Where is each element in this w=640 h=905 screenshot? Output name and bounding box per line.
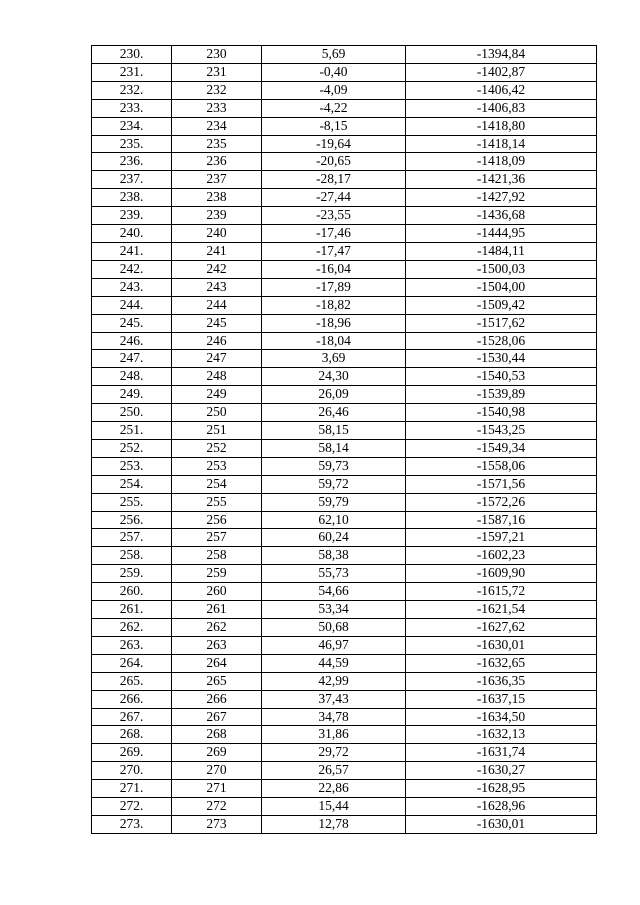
row-number-cell: 263.: [92, 636, 172, 654]
table-row: [92, 619, 597, 637]
y-value-cell: -1509,42: [406, 296, 597, 314]
row-number-cell: 247.: [92, 350, 172, 368]
y-value-cell: -1637,15: [406, 690, 597, 708]
point-id-cell: 270: [172, 762, 262, 780]
table-row: [92, 225, 597, 243]
table-row: [92, 726, 597, 744]
row-number-cell: 258.: [92, 547, 172, 565]
point-id-cell: 250: [172, 404, 262, 422]
y-value-cell: -1549,34: [406, 439, 597, 457]
table-row: [92, 314, 597, 332]
x-value-cell: -23,55: [262, 207, 406, 225]
x-value-cell: 58,14: [262, 439, 406, 457]
y-value-cell: -1500,03: [406, 260, 597, 278]
point-id-cell: 262: [172, 619, 262, 637]
point-id-cell: 237: [172, 171, 262, 189]
table-row: [92, 368, 597, 386]
point-id-cell: 233: [172, 99, 262, 117]
row-number-cell: 245.: [92, 314, 172, 332]
table-row: [92, 493, 597, 511]
table-row: [92, 529, 597, 547]
y-value-cell: -1543,25: [406, 422, 597, 440]
x-value-cell: -18,04: [262, 332, 406, 350]
row-number-cell: 241.: [92, 242, 172, 260]
row-number-cell: 243.: [92, 278, 172, 296]
x-value-cell: 59,73: [262, 457, 406, 475]
table-row: [92, 672, 597, 690]
y-value-cell: -1602,23: [406, 547, 597, 565]
y-value-cell: -1436,68: [406, 207, 597, 225]
x-value-cell: 53,34: [262, 601, 406, 619]
x-value-cell: 42,99: [262, 672, 406, 690]
row-number-cell: 230.: [92, 46, 172, 64]
y-value-cell: -1540,53: [406, 368, 597, 386]
point-id-cell: 257: [172, 529, 262, 547]
row-number-cell: 244.: [92, 296, 172, 314]
y-value-cell: -1402,87: [406, 63, 597, 81]
table-row: [92, 654, 597, 672]
y-value-cell: -1571,56: [406, 475, 597, 493]
x-value-cell: 22,86: [262, 780, 406, 798]
x-value-cell: 15,44: [262, 798, 406, 816]
point-id-cell: 256: [172, 511, 262, 529]
row-number-cell: 262.: [92, 619, 172, 637]
row-number-cell: 252.: [92, 439, 172, 457]
x-value-cell: -27,44: [262, 189, 406, 207]
table-row: [92, 386, 597, 404]
table-row: [92, 708, 597, 726]
y-value-cell: -1630,27: [406, 762, 597, 780]
point-id-cell: 247: [172, 350, 262, 368]
x-value-cell: 26,57: [262, 762, 406, 780]
row-number-cell: 233.: [92, 99, 172, 117]
table-row: [92, 422, 597, 440]
row-number-cell: 240.: [92, 225, 172, 243]
point-id-cell: 265: [172, 672, 262, 690]
row-number-cell: 268.: [92, 726, 172, 744]
point-id-cell: 258: [172, 547, 262, 565]
y-value-cell: -1630,01: [406, 636, 597, 654]
y-value-cell: -1444,95: [406, 225, 597, 243]
x-value-cell: -17,47: [262, 242, 406, 260]
table-row: [92, 583, 597, 601]
row-number-cell: 246.: [92, 332, 172, 350]
table-row: [92, 63, 597, 81]
y-value-cell: -1406,42: [406, 81, 597, 99]
row-number-cell: 264.: [92, 654, 172, 672]
row-number-cell: 237.: [92, 171, 172, 189]
table-row: [92, 171, 597, 189]
table-row: [92, 565, 597, 583]
point-id-cell: 231: [172, 63, 262, 81]
y-value-cell: -1517,62: [406, 314, 597, 332]
y-value-cell: -1427,92: [406, 189, 597, 207]
point-id-cell: 243: [172, 278, 262, 296]
table-row: [92, 404, 597, 422]
x-value-cell: -0,40: [262, 63, 406, 81]
table-body: [92, 46, 597, 834]
x-value-cell: 58,15: [262, 422, 406, 440]
table-row: [92, 242, 597, 260]
y-value-cell: -1530,44: [406, 350, 597, 368]
x-value-cell: -4,09: [262, 81, 406, 99]
row-number-cell: 260.: [92, 583, 172, 601]
table-row: [92, 780, 597, 798]
y-value-cell: -1394,84: [406, 46, 597, 64]
point-id-cell: 273: [172, 815, 262, 833]
table-row: [92, 762, 597, 780]
row-number-cell: 242.: [92, 260, 172, 278]
row-number-cell: 251.: [92, 422, 172, 440]
x-value-cell: 12,78: [262, 815, 406, 833]
table-row: [92, 815, 597, 833]
table-row: [92, 547, 597, 565]
x-value-cell: -18,96: [262, 314, 406, 332]
row-number-cell: 236.: [92, 153, 172, 171]
table-row: [92, 153, 597, 171]
x-value-cell: 50,68: [262, 619, 406, 637]
table-row: [92, 278, 597, 296]
x-value-cell: 46,97: [262, 636, 406, 654]
table-row: [92, 457, 597, 475]
point-id-cell: 236: [172, 153, 262, 171]
point-id-cell: 246: [172, 332, 262, 350]
y-value-cell: -1627,62: [406, 619, 597, 637]
row-number-cell: 248.: [92, 368, 172, 386]
point-id-cell: 259: [172, 565, 262, 583]
point-id-cell: 264: [172, 654, 262, 672]
table-row: [92, 296, 597, 314]
y-value-cell: -1504,00: [406, 278, 597, 296]
row-number-cell: 257.: [92, 529, 172, 547]
y-value-cell: -1558,06: [406, 457, 597, 475]
table-row: [92, 350, 597, 368]
point-id-cell: 232: [172, 81, 262, 99]
row-number-cell: 250.: [92, 404, 172, 422]
point-id-cell: 260: [172, 583, 262, 601]
x-value-cell: 54,66: [262, 583, 406, 601]
point-id-cell: 255: [172, 493, 262, 511]
row-number-cell: 235.: [92, 135, 172, 153]
x-value-cell: 29,72: [262, 744, 406, 762]
table-row: [92, 601, 597, 619]
x-value-cell: -20,65: [262, 153, 406, 171]
x-value-cell: -28,17: [262, 171, 406, 189]
point-id-cell: 261: [172, 601, 262, 619]
row-number-cell: 255.: [92, 493, 172, 511]
y-value-cell: -1418,80: [406, 117, 597, 135]
row-number-cell: 266.: [92, 690, 172, 708]
point-id-cell: 245: [172, 314, 262, 332]
point-id-cell: 239: [172, 207, 262, 225]
x-value-cell: -18,82: [262, 296, 406, 314]
row-number-cell: 249.: [92, 386, 172, 404]
x-value-cell: 3,69: [262, 350, 406, 368]
y-value-cell: -1632,65: [406, 654, 597, 672]
y-value-cell: -1621,54: [406, 601, 597, 619]
x-value-cell: 60,24: [262, 529, 406, 547]
y-value-cell: -1418,09: [406, 153, 597, 171]
x-value-cell: -8,15: [262, 117, 406, 135]
point-id-cell: 251: [172, 422, 262, 440]
x-value-cell: 62,10: [262, 511, 406, 529]
point-id-cell: 248: [172, 368, 262, 386]
point-id-cell: 241: [172, 242, 262, 260]
point-id-cell: 268: [172, 726, 262, 744]
table-row: [92, 81, 597, 99]
table-row: [92, 117, 597, 135]
coordinates-table: [91, 45, 597, 834]
table-row: [92, 207, 597, 225]
y-value-cell: -1636,35: [406, 672, 597, 690]
row-number-cell: 232.: [92, 81, 172, 99]
x-value-cell: -19,64: [262, 135, 406, 153]
y-value-cell: -1628,96: [406, 798, 597, 816]
y-value-cell: -1539,89: [406, 386, 597, 404]
x-value-cell: 34,78: [262, 708, 406, 726]
x-value-cell: 5,69: [262, 46, 406, 64]
point-id-cell: 269: [172, 744, 262, 762]
y-value-cell: -1540,98: [406, 404, 597, 422]
table-row: [92, 511, 597, 529]
table-row: [92, 189, 597, 207]
table-row: [92, 798, 597, 816]
table-row: [92, 260, 597, 278]
x-value-cell: 31,86: [262, 726, 406, 744]
table-row: [92, 46, 597, 64]
point-id-cell: 252: [172, 439, 262, 457]
point-id-cell: 267: [172, 708, 262, 726]
x-value-cell: 37,43: [262, 690, 406, 708]
y-value-cell: -1615,72: [406, 583, 597, 601]
row-number-cell: 267.: [92, 708, 172, 726]
y-value-cell: -1609,90: [406, 565, 597, 583]
row-number-cell: 272.: [92, 798, 172, 816]
y-value-cell: -1630,01: [406, 815, 597, 833]
row-number-cell: 231.: [92, 63, 172, 81]
y-value-cell: -1572,26: [406, 493, 597, 511]
x-value-cell: 44,59: [262, 654, 406, 672]
x-value-cell: 59,72: [262, 475, 406, 493]
table-row: [92, 439, 597, 457]
x-value-cell: -17,46: [262, 225, 406, 243]
row-number-cell: 270.: [92, 762, 172, 780]
point-id-cell: 253: [172, 457, 262, 475]
table-row: [92, 332, 597, 350]
point-id-cell: 263: [172, 636, 262, 654]
row-number-cell: 261.: [92, 601, 172, 619]
y-value-cell: -1632,13: [406, 726, 597, 744]
point-id-cell: 238: [172, 189, 262, 207]
y-value-cell: -1631,74: [406, 744, 597, 762]
row-number-cell: 256.: [92, 511, 172, 529]
x-value-cell: 55,73: [262, 565, 406, 583]
y-value-cell: -1421,36: [406, 171, 597, 189]
table-row: [92, 690, 597, 708]
x-value-cell: -16,04: [262, 260, 406, 278]
point-id-cell: 271: [172, 780, 262, 798]
x-value-cell: 58,38: [262, 547, 406, 565]
table-row: [92, 475, 597, 493]
point-id-cell: 230: [172, 46, 262, 64]
y-value-cell: -1484,11: [406, 242, 597, 260]
row-number-cell: 269.: [92, 744, 172, 762]
row-number-cell: 238.: [92, 189, 172, 207]
point-id-cell: 242: [172, 260, 262, 278]
y-value-cell: -1528,06: [406, 332, 597, 350]
y-value-cell: -1628,95: [406, 780, 597, 798]
x-value-cell: 24,30: [262, 368, 406, 386]
x-value-cell: -17,89: [262, 278, 406, 296]
y-value-cell: -1634,50: [406, 708, 597, 726]
row-number-cell: 271.: [92, 780, 172, 798]
x-value-cell: 26,46: [262, 404, 406, 422]
point-id-cell: 244: [172, 296, 262, 314]
x-value-cell: 26,09: [262, 386, 406, 404]
y-value-cell: -1597,21: [406, 529, 597, 547]
x-value-cell: -4,22: [262, 99, 406, 117]
row-number-cell: 265.: [92, 672, 172, 690]
row-number-cell: 273.: [92, 815, 172, 833]
table-row: [92, 99, 597, 117]
row-number-cell: 234.: [92, 117, 172, 135]
point-id-cell: 240: [172, 225, 262, 243]
table-row: [92, 744, 597, 762]
row-number-cell: 239.: [92, 207, 172, 225]
point-id-cell: 235: [172, 135, 262, 153]
table-row: [92, 135, 597, 153]
y-value-cell: -1406,83: [406, 99, 597, 117]
point-id-cell: 272: [172, 798, 262, 816]
y-value-cell: -1418,14: [406, 135, 597, 153]
y-value-cell: -1587,16: [406, 511, 597, 529]
row-number-cell: 259.: [92, 565, 172, 583]
point-id-cell: 266: [172, 690, 262, 708]
point-id-cell: 249: [172, 386, 262, 404]
x-value-cell: 59,79: [262, 493, 406, 511]
table-row: [92, 636, 597, 654]
row-number-cell: 254.: [92, 475, 172, 493]
point-id-cell: 234: [172, 117, 262, 135]
row-number-cell: 253.: [92, 457, 172, 475]
point-id-cell: 254: [172, 475, 262, 493]
